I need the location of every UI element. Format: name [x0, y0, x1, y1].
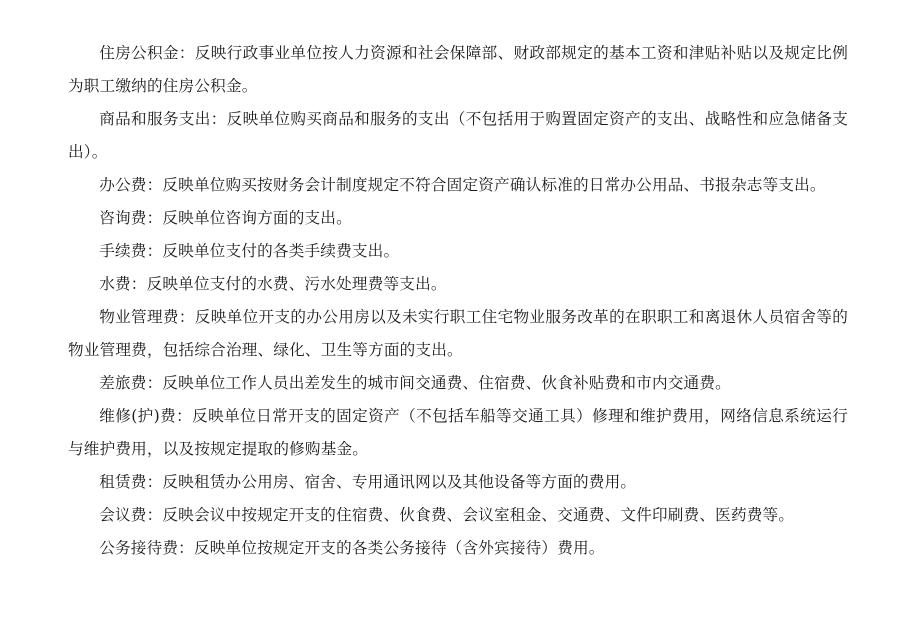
- paragraph-water-fee: 水费：反映单位支付的水费、污水处理费等支出。: [99, 275, 447, 293]
- paragraph-property-management: 物业管理费：反映单位开支的办公用房以及未实行职工住宅物业服务改革的在职职工和离退休人员宿舍等的物业管理费，包括综合治理、绿化、卫生等方面的支出。: [68, 308, 848, 359]
- paragraph-meeting-fee: 会议费：反映会议中按规定开支的住宿费、伙食费、会议室租金、交通费、文件印刷费、医药费等。: [99, 506, 795, 524]
- paragraph-housing-fund: 住房公积金：反映行政事业单位按人力资源和社会保障部、财政部规定的基本工资和津贴补贴以及规定比例为职工缴纳的住房公积金。: [68, 44, 848, 95]
- paragraph-goods-services: 商品和服务支出：反映单位购买商品和服务的支出（不包括用于购置固定资产的支出、战略性和应急储备支出）。: [68, 110, 848, 161]
- paragraph-consulting-fee: 咨询费：反映单位咨询方面的支出。: [99, 209, 352, 227]
- paragraph-travel-expense: 差旅费：反映单位工作人员出差发生的城市间交通费、住宿费、伙食补贴费和市内交通费。: [99, 374, 731, 392]
- paragraph-reception-fee: 公务接待费：反映单位按规定开支的各类公务接待（含外宾接待）费用。: [99, 539, 605, 557]
- paragraph-rental-fee: 租赁费：反映租赁办公用房、宿舍、专用通讯网以及其他设备等方面的费用。: [99, 473, 637, 491]
- paragraph-office-expense: 办公费：反映单位购买按财务会计制度规定不符合固定资产确认标准的日常办公用品、书报杂志等支出。: [99, 176, 826, 194]
- paragraph-maintenance-fee: 维修(护)费：反映单位日常开支的固定资产（不包括车船等交通工具）修理和维护费用，网络信息系统运行与维护费用，以及按规定提取的修购基金。: [68, 407, 848, 458]
- paragraph-handling-fee: 手续费：反映单位支付的各类手续费支出。: [99, 242, 400, 260]
- document-body: [68, 37, 848, 565]
